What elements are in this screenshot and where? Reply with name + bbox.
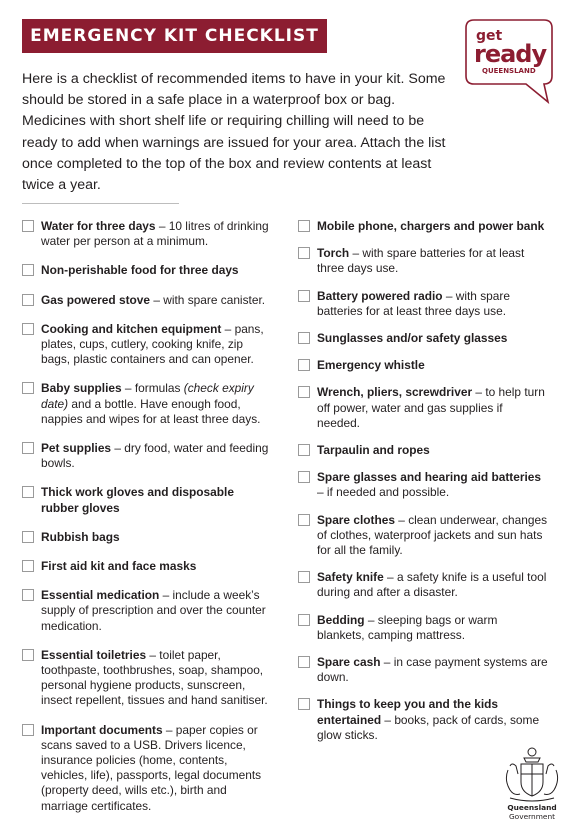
checklist-item (298, 385, 548, 431)
item-description: – a safety knife is a useful tool during and after a disaster. (317, 570, 547, 600)
item-title: Pet supplies (41, 441, 112, 456)
checklist-item (22, 263, 272, 278)
checkbox[interactable] (298, 444, 310, 456)
checklist-item (22, 559, 272, 574)
checkbox[interactable] (22, 264, 34, 276)
item-description: – include a week’s supply of prescription and over the counter medication. (41, 588, 266, 633)
item-title: Emergency whistle (317, 358, 425, 373)
item-description: – in case payment systems are down. (317, 655, 548, 685)
item-title: Thick work gloves and disposable rubber gloves (41, 485, 234, 515)
logo-line3: QUEENSLAND (482, 67, 536, 75)
item-title: Rubbish bags (41, 529, 120, 544)
item-note: (check expiry date) (41, 381, 254, 411)
checkbox[interactable] (22, 442, 34, 454)
item-description: – books, pack of cards, some glow sticks. (317, 712, 540, 742)
checkbox[interactable] (298, 247, 310, 259)
checkbox[interactable] (22, 589, 34, 601)
checklist-item (22, 723, 272, 814)
item-title: Things to keep you and the kids entertained (317, 697, 499, 727)
checklist-item (22, 441, 272, 471)
item-description: – pans, plates, cups, cutlery, cooking knife, zip bags, plastic containers and can opener. (41, 321, 264, 367)
checkbox[interactable] (22, 724, 34, 736)
item-title: Sunglasses and/or safety glasses (317, 331, 508, 346)
checklist-item (298, 513, 548, 559)
checkbox[interactable] (298, 614, 310, 626)
item-title: Battery powered radio (317, 288, 443, 303)
item-title: Non-perishable food for three days (41, 263, 239, 278)
item-description: – with spare batteries for at least three days use. (317, 246, 525, 276)
checkbox[interactable] (22, 531, 34, 543)
checkbox[interactable] (298, 386, 310, 398)
item-title: Cooking and kitchen equipment (41, 321, 222, 336)
logo-line1: get (476, 28, 503, 44)
item-description: – formulas (121, 381, 184, 396)
item-title: Important documents (41, 722, 163, 737)
item-title: Tarpaulin and ropes (317, 443, 430, 458)
item-title: Mobile phone, chargers and power bank (317, 219, 545, 233)
get-ready-queensland-logo (464, 18, 554, 104)
item-description: – if needed and possible. (317, 485, 450, 500)
checklist-item (22, 648, 272, 709)
checklist-item (298, 613, 548, 643)
item-description: – clean underwear, changes of clothes, waterproof jackets and sun hats for all the family. (317, 512, 548, 558)
checklist-item (22, 293, 272, 308)
item-description: – with spare batteries for at least three days use. (317, 288, 510, 318)
checklist-item (22, 381, 272, 427)
item-description: – dry food, water and feeding bowls. (41, 441, 269, 471)
item-title: Water for three days (41, 219, 156, 233)
checklist-item (22, 530, 272, 545)
item-title: Torch (317, 246, 350, 261)
checklist-item (22, 588, 272, 634)
checkbox[interactable] (298, 656, 310, 668)
checkbox[interactable] (298, 471, 310, 483)
checklist-item (298, 358, 548, 373)
checklist-item (298, 246, 548, 276)
checkbox[interactable] (22, 649, 34, 661)
crest-line1: Queensland (507, 803, 557, 812)
checklist-right-column (298, 219, 548, 755)
checkbox[interactable] (22, 323, 34, 335)
checkbox[interactable] (298, 514, 310, 526)
checkbox[interactable] (22, 382, 34, 394)
item-title: First aid kit and face masks (41, 559, 197, 574)
checkbox[interactable] (298, 698, 310, 710)
item-title: Spare glasses and hearing aid batteries (317, 470, 542, 485)
checklist-item (298, 655, 548, 685)
item-description: – to help turn off power, water and gas supplies if needed. (317, 385, 545, 430)
item-description: – sleeping bags or warm blankets, camping mattress. (317, 612, 498, 642)
checkbox[interactable] (298, 359, 310, 371)
item-description: – toilet paper, toothpaste, toothbrushes, soap, shampoo, personal hygiene products, sunscreen, insect repellent, tissues and hand sanitiser. (41, 647, 268, 708)
checklist-left-column (22, 219, 272, 828)
divider (22, 203, 179, 204)
checklist-item (22, 219, 272, 249)
checklist-item (22, 322, 272, 368)
item-title: Essential toiletries (41, 647, 147, 662)
logo-line2: ready (474, 40, 547, 68)
checklist-item (298, 570, 548, 600)
queensland-government-crest (502, 744, 562, 822)
item-title: Bedding (317, 612, 365, 627)
page-title: EMERGENCY KIT CHECKLIST (22, 19, 327, 53)
item-title: Spare cash (317, 655, 381, 670)
checkbox[interactable] (298, 571, 310, 583)
item-title: Essential medication (41, 588, 160, 603)
checklist-item (22, 485, 272, 515)
checklist-item (298, 443, 548, 458)
intro-paragraph: Here is a checklist of recommended items to have in your kit. Some should be stored in a safe place in a waterproof box or bag. Medicines with short shelf life or requiring chilling will need to be ready to add when warnings are issued for your area. Attach the list once completed to the top of the box and review contents at least twice a year. (22, 71, 446, 194)
item-title: Spare clothes (317, 512, 395, 527)
crest-line2: Government (508, 812, 556, 821)
checklist-item (298, 697, 548, 743)
checkbox[interactable] (298, 332, 310, 344)
checkbox[interactable] (298, 290, 310, 302)
item-title: Safety knife (317, 570, 384, 585)
checklist-item (298, 331, 548, 346)
checkbox[interactable] (22, 486, 34, 498)
checklist-item (298, 470, 548, 500)
item-description: – paper copies or scans saved to a USB. Drivers licence, insurance policies (home, contents, vehicles, life), passports, legal documents (property deed, wills etc.), birth and marriage certificates. (41, 722, 262, 813)
checkbox[interactable] (22, 220, 34, 232)
checkbox[interactable] (22, 294, 34, 306)
item-description: – with spare canister. (150, 292, 266, 307)
checkbox[interactable] (298, 220, 310, 232)
item-description: – 10 litres of drinking water per person at a minimum. (41, 219, 269, 249)
item-title: Gas powered stove (41, 292, 151, 307)
item-title: Wrench, pliers, screwdriver (317, 385, 473, 400)
checklist-item (298, 219, 548, 234)
item-description: and a bottle. Have enough food, nappies and wipes for at least three days. (41, 396, 261, 426)
checkbox[interactable] (22, 560, 34, 572)
item-title: Baby supplies (41, 381, 122, 396)
checklist-item (298, 289, 548, 319)
